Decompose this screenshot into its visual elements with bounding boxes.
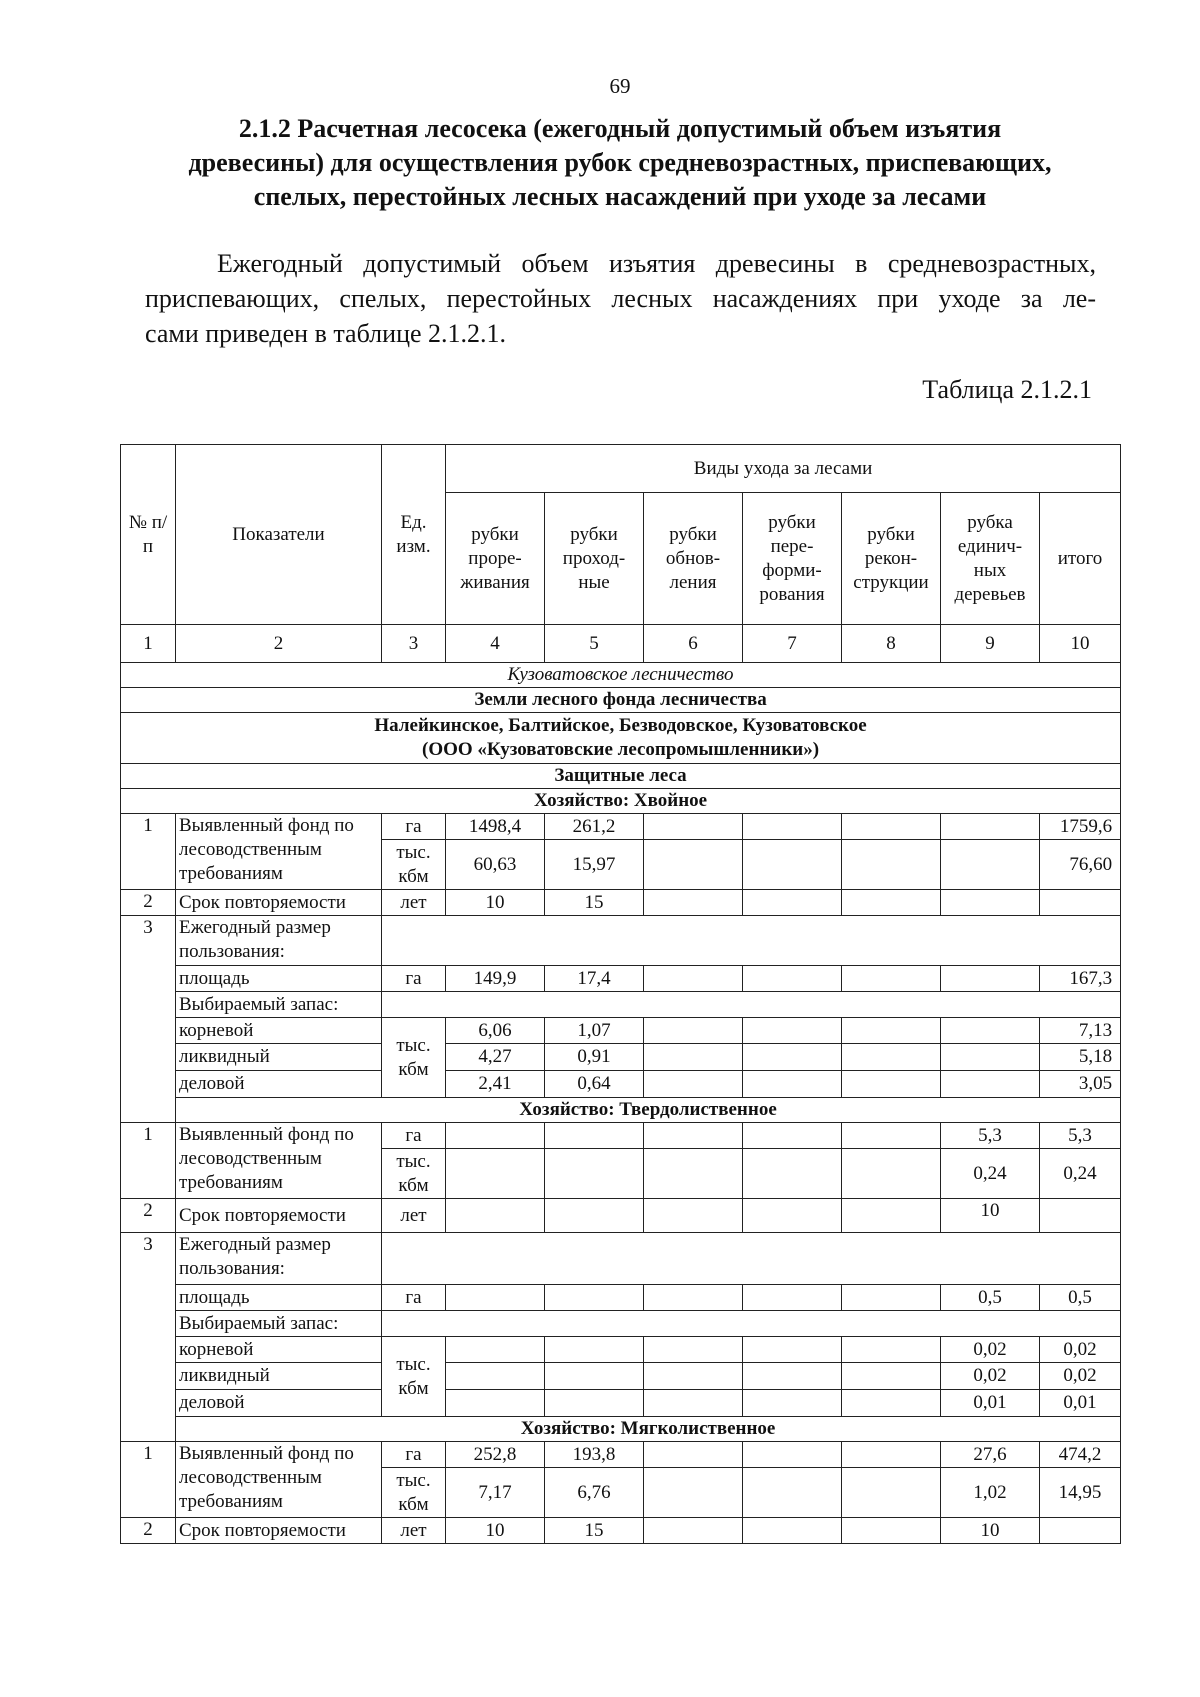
table-row: [121, 1123, 1121, 1149]
header-total: итого: [1040, 493, 1121, 625]
table-row: [121, 1233, 1121, 1285]
header-renewal: рубки обнов-ления: [644, 493, 743, 625]
cell: [842, 1123, 941, 1149]
cell: [842, 1337, 941, 1363]
cell: 1498,4: [446, 814, 545, 840]
label-stock: Выбираемый запас:: [176, 1311, 382, 1337]
cell: 1,02: [941, 1468, 1040, 1518]
table-row: [121, 1199, 1121, 1233]
label-business: деловой: [176, 1071, 382, 1098]
cell-total: 76,60: [1040, 840, 1121, 890]
cell: 0,91: [545, 1044, 644, 1071]
cell: 0,24: [941, 1149, 1040, 1199]
section-hardwood: Хозяйство: Твердолиственное: [176, 1098, 1121, 1123]
heading-line-2: древесины) для осуществления рубок средневозрастных, приспевающих,: [188, 148, 1052, 177]
cell: [446, 1285, 545, 1311]
label-annual: Ежегодный размер пользования:: [176, 1233, 382, 1285]
cell: [644, 1337, 743, 1363]
col-number: 1: [121, 625, 176, 663]
cell: [941, 890, 1040, 916]
cell: [941, 1018, 1040, 1044]
heading-line-1: 2.1.2 Расчетная лесосека (ежегодный допустимый объем изъятия: [238, 114, 1002, 143]
cell: [545, 1199, 644, 1233]
cell: 15,97: [545, 840, 644, 890]
cell: [743, 1149, 842, 1199]
cell-total: 14,95: [1040, 1468, 1121, 1518]
cell: 0,64: [545, 1071, 644, 1098]
cell: 1,07: [545, 1018, 644, 1044]
col-number: 2: [176, 625, 382, 663]
table-row: [121, 1044, 1121, 1071]
cell: [941, 840, 1040, 890]
cell: [743, 1123, 842, 1149]
cell: [644, 1468, 743, 1518]
cell: 0,02: [941, 1363, 1040, 1390]
cell: [842, 1044, 941, 1071]
cell: [743, 1285, 842, 1311]
unit-ha: га: [382, 814, 446, 840]
cell-total: 474,2: [1040, 1442, 1121, 1468]
table-row: [121, 966, 1121, 992]
cell: [743, 1468, 842, 1518]
header-reforming: рубки пере-форми-рования: [743, 493, 842, 625]
section-districts-line-1: Налейкинское, Балтийское, Безводовское, Кузоватовское: [374, 715, 867, 736]
label-root: корневой: [176, 1018, 382, 1044]
section-heading: [130, 112, 1110, 214]
cell: [446, 1390, 545, 1417]
cell: [644, 966, 743, 992]
cell: [545, 1285, 644, 1311]
section-districts-line-2: (ООО «Кузоватовские лесопромышленники»): [422, 739, 820, 760]
section-conifer: Хозяйство: Хвойное: [121, 789, 1121, 814]
cell-total: 0,02: [1040, 1363, 1121, 1390]
table-row: [121, 1071, 1121, 1098]
unit-years: лет: [382, 1518, 446, 1544]
section-protective: Защитные леса: [121, 764, 1121, 789]
table-row: [121, 814, 1121, 840]
cell: [446, 1123, 545, 1149]
section-lands: Земли лесного фонда лесничества: [121, 688, 1121, 713]
unit-ha: га: [382, 966, 446, 992]
cell-total: 0,24: [1040, 1149, 1121, 1199]
cell-total: 5,18: [1040, 1044, 1121, 1071]
cell-total: 0,5: [1040, 1285, 1121, 1311]
cell: [842, 1468, 941, 1518]
table-row: [121, 1337, 1121, 1363]
cell: [545, 1390, 644, 1417]
cell: [842, 1363, 941, 1390]
section-forestry: Кузоватовское лесничество: [121, 663, 1121, 688]
cell-total: 7,13: [1040, 1018, 1121, 1044]
row-number: 2: [121, 890, 176, 916]
table-row: [121, 1285, 1121, 1311]
unit-kbm: тыс. кбм: [382, 1468, 446, 1518]
intro-paragraph: [145, 246, 1096, 351]
cell: [941, 1044, 1040, 1071]
cell: 193,8: [545, 1442, 644, 1468]
table-row: [121, 1363, 1121, 1390]
cell: [743, 1442, 842, 1468]
cell: 5,3: [941, 1123, 1040, 1149]
cell-total: [1040, 890, 1121, 916]
cell: 10: [941, 1199, 1040, 1233]
cell: [743, 1071, 842, 1098]
header-num: № п/п: [121, 445, 176, 625]
cell: [644, 840, 743, 890]
cell-total: [1040, 1518, 1121, 1544]
header-passage: рубки проход-ные: [545, 493, 644, 625]
empty-cell: [382, 992, 1121, 1018]
row-number: 1: [121, 1123, 176, 1199]
unit-ha: га: [382, 1123, 446, 1149]
empty-cell: [382, 916, 1121, 966]
label-root: корневой: [176, 1337, 382, 1363]
heading-line-3: спелых, перестойных лесных насаждений при уходе за лесами: [253, 182, 987, 211]
cell: [743, 966, 842, 992]
cell: 6,06: [446, 1018, 545, 1044]
cell: [842, 1149, 941, 1199]
header-reconstruction: рубки рекон-струкции: [842, 493, 941, 625]
row-number: 2: [121, 1518, 176, 1544]
cell: [743, 1518, 842, 1544]
cell: 252,8: [446, 1442, 545, 1468]
cell: [644, 890, 743, 916]
cell: [743, 1018, 842, 1044]
cell: [743, 1363, 842, 1390]
cell: 6,76: [545, 1468, 644, 1518]
label-area: площадь: [176, 966, 382, 992]
table-label: Таблица 2.1.2.1: [922, 375, 1092, 404]
cell: [743, 1390, 842, 1417]
cell: 261,2: [545, 814, 644, 840]
table-row: [121, 1018, 1121, 1044]
cell-total: 1759,6: [1040, 814, 1121, 840]
cell: [842, 1518, 941, 1544]
cell: [842, 814, 941, 840]
col-number: 8: [842, 625, 941, 663]
cell: [743, 814, 842, 840]
label-annual: Ежегодный размер пользования:: [176, 916, 382, 966]
header-single-trees: рубка единич-ных деревьев: [941, 493, 1040, 625]
col-number: 4: [446, 625, 545, 663]
cell: [644, 1442, 743, 1468]
cell: [644, 1044, 743, 1071]
header-indicators: Показатели: [176, 445, 382, 625]
cell: 0,01: [941, 1390, 1040, 1417]
cell-total: 3,05: [1040, 1071, 1121, 1098]
cell: [743, 890, 842, 916]
cell: [545, 1149, 644, 1199]
cell-total: 0,02: [1040, 1337, 1121, 1363]
cell: [941, 966, 1040, 992]
header-care-types: Виды ухода за лесами: [446, 445, 1121, 493]
empty-cell: [382, 1233, 1121, 1285]
unit-kbm: тыс. кбм: [382, 1149, 446, 1199]
row-number: 1: [121, 814, 176, 890]
cell: [842, 1018, 941, 1044]
cell-total: 5,3: [1040, 1123, 1121, 1149]
row-number: 1: [121, 1442, 176, 1518]
cell: [941, 1071, 1040, 1098]
unit-kbm: тыс. кбм: [382, 1018, 446, 1098]
unit-ha: га: [382, 1285, 446, 1311]
cell: 4,27: [446, 1044, 545, 1071]
table-row: [121, 1311, 1121, 1337]
label-found: Выявленный фонд по лесоводственным требованиям: [176, 1442, 382, 1518]
cell: [743, 840, 842, 890]
label-business: деловой: [176, 1390, 382, 1417]
intro-line-3: сами приведен в таблице 2.1.2.1.: [145, 319, 507, 348]
cell: [446, 1149, 545, 1199]
unit-kbm: тыс. кбм: [382, 840, 446, 890]
cell: 15: [545, 1518, 644, 1544]
cell: 7,17: [446, 1468, 545, 1518]
cell: 27,6: [941, 1442, 1040, 1468]
page-number: 69: [609, 74, 631, 98]
label-period: Срок повторяемости: [176, 1518, 382, 1544]
cell: [644, 1071, 743, 1098]
cell: [842, 1390, 941, 1417]
table-row: [121, 1518, 1121, 1544]
section-softwood: Хозяйство: Мягколиственное: [176, 1417, 1121, 1442]
header-unit: Ед. изм.: [382, 445, 446, 625]
empty-cell: [382, 1311, 1121, 1337]
unit-years: лет: [382, 890, 446, 916]
cell: 10: [446, 1518, 545, 1544]
cell: 17,4: [545, 966, 644, 992]
label-liquid: ликвидный: [176, 1363, 382, 1390]
intro-line-1: Ежегодный допустимый объем изъятия древесины в средневозрастных,: [217, 249, 1096, 278]
cell-total: [1040, 1199, 1121, 1233]
label-found: Выявленный фонд по лесоводственным требованиям: [176, 1123, 382, 1199]
intro-line-2: приспевающих, спелых, перестойных лесных насаждениях при уходе за ле-: [145, 284, 1096, 313]
cell: [644, 1199, 743, 1233]
cell: [644, 814, 743, 840]
table-row: [121, 916, 1121, 966]
cell: 15: [545, 890, 644, 916]
label-stock: Выбираемый запас:: [176, 992, 382, 1018]
table-row: [121, 1390, 1121, 1417]
col-number: 3: [382, 625, 446, 663]
cell: [446, 1337, 545, 1363]
col-number: 10: [1040, 625, 1121, 663]
row-number: 3: [121, 1233, 176, 1442]
label-area: площадь: [176, 1285, 382, 1311]
col-number: 9: [941, 625, 1040, 663]
cell: 0,5: [941, 1285, 1040, 1311]
cell: [644, 1390, 743, 1417]
cell: 60,63: [446, 840, 545, 890]
cell: [842, 1071, 941, 1098]
cell: [842, 1199, 941, 1233]
col-number: 7: [743, 625, 842, 663]
cell: 0,02: [941, 1337, 1040, 1363]
cell: [842, 840, 941, 890]
row-number: 2: [121, 1199, 176, 1233]
cell: 10: [941, 1518, 1040, 1544]
table-row: [121, 890, 1121, 916]
cell: [545, 1123, 644, 1149]
cell: [644, 1149, 743, 1199]
cell: [644, 1285, 743, 1311]
cell: [842, 890, 941, 916]
table-row: [121, 1442, 1121, 1468]
cell-total: 0,01: [1040, 1390, 1121, 1417]
cell: [743, 1199, 842, 1233]
unit-ha: га: [382, 1442, 446, 1468]
unit-years: лет: [382, 1199, 446, 1233]
cell: [842, 1285, 941, 1311]
cell: [446, 1199, 545, 1233]
cell: [545, 1337, 644, 1363]
cell: [743, 1044, 842, 1071]
col-number: 5: [545, 625, 644, 663]
unit-kbm: тыс. кбм: [382, 1337, 446, 1417]
label-period: Срок повторяемости: [176, 890, 382, 916]
cell: [941, 814, 1040, 840]
cell: 10: [446, 890, 545, 916]
label-period: Срок повторяемости: [176, 1199, 382, 1233]
table-row: [121, 992, 1121, 1018]
col-number: 6: [644, 625, 743, 663]
row-number: 3: [121, 916, 176, 1123]
cell: [842, 966, 941, 992]
cell: [842, 1442, 941, 1468]
cell: 149,9: [446, 966, 545, 992]
cell: [644, 1363, 743, 1390]
cell: [644, 1518, 743, 1544]
cell: [644, 1018, 743, 1044]
label-found: Выявленный фонд по лесоводственным требованиям: [176, 814, 382, 890]
cell: [743, 1337, 842, 1363]
cell: [446, 1363, 545, 1390]
cell: 2,41: [446, 1071, 545, 1098]
logging-volume-table: [120, 444, 1121, 1544]
header-thinning: рубки прорe-живания: [446, 493, 545, 625]
cell: [644, 1123, 743, 1149]
cell: [545, 1363, 644, 1390]
cell-total: 167,3: [1040, 966, 1121, 992]
section-districts: [121, 713, 1121, 764]
label-liquid: ликвидный: [176, 1044, 382, 1071]
